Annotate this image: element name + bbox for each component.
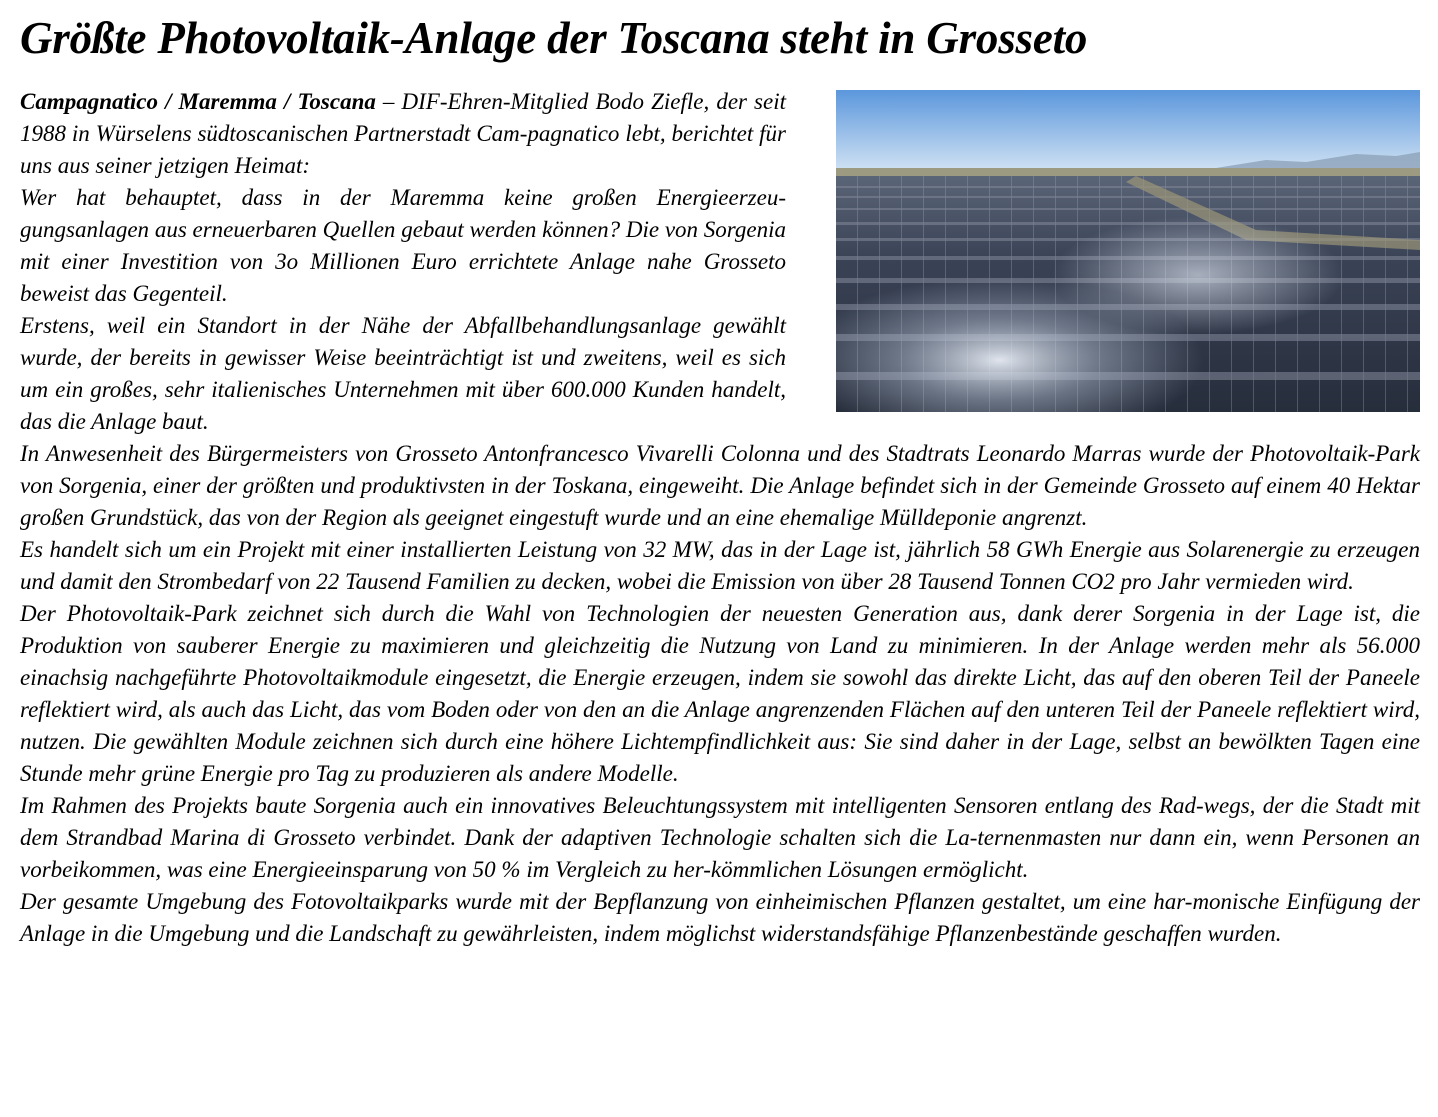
- solar-park-photo: [836, 90, 1420, 412]
- paragraph-7: Im Rahmen des Projekts baute Sorgenia auch ein innovatives Beleuchtungssystem mit intelligenten Sensoren entlang des Rad-wegs, der die Stadt mit dem Strandbad Marina di Grosseto verbindet. Dank der adaptiven Technologie schalten sich die La-ternenmasten nur dann ein, wenn Personen an vorbeikommen, was eine Energieeinsparung von 50 % im Vergleich zu her-kömmlichen Lösungen ermöglicht.: [20, 793, 1420, 882]
- paragraph-5: Es handelt sich um ein Projekt mit einer installierten Leistung von 32 MW, das in der Lage ist, jährlich 58 GWh Energie aus Solarenergie zu erzeugen und damit den Strombedarf von 22 Tausend Familien zu decken, wobei die Emission von über 28 Tausend Tonnen CO2 pro Jahr vermieden wird.: [20, 537, 1420, 594]
- paragraph-2: Wer hat behauptet, dass in der Maremma keine großen Energieerzeu-gungsanlagen aus erneuerbaren Quellen gebaut werden können? Die von Sorgenia mit einer Investition von 3o Millionen Euro errichtete Anlage nahe Grosseto beweist das Gegenteil.: [20, 185, 786, 306]
- article-page: [20, 10, 1420, 950]
- paragraph-8: Der gesamte Umgebung des Fotovoltaikparks wurde mit der Bepflanzung von einheimischen Pflanzen gestaltet, um eine har-monische Einfügung der Anlage in die Umgebung und die Landschaft zu gewährleisten, indem möglichst widerstandsfähige Pflanzenbestände geschaffen wurden.: [20, 889, 1420, 946]
- paragraph-4: In Anwesenheit des Bürgermeisters von Grosseto Antonfrancesco Vivarelli Colonna und des Stadtrats Leonardo Marras wurde der Photovoltaik-Park von Sorgenia, einer der größten und produktivsten in der Toskana, eingeweiht. Die Anlage befindet sich in der Gemeinde Grosseto auf einem 40 Hektar großen Grundstück, das von der Region als geeignet eingestuft wurde und an eine ehemalige Mülldeponie angrenzt.: [20, 441, 1420, 530]
- article-title: Größte Photovoltaik-Anlage der Toscana steht in Grosseto: [20, 13, 1088, 63]
- paragraph-6: Der Photovoltaik-Park zeichnet sich durch die Wahl von Technologien der neuesten Generation aus, dank derer Sorgenia in der Lage ist, die Produktion von sauberer Energie zu maximieren und gleichzeitig die Nutzung von Land zu minimieren. In der Anlage werden mehr als 56.000 einachsig nachgeführte Photovoltaikmodule eingesetzt, die Energie erzeugen, indem sie sowohl das direkte Licht, das auf den oberen Teil der Paneele reflektiert wird, als auch das Licht, das vom Boden oder von den an die Anlage angrenzenden Flächen auf den unteren Teil der Paneele reflektiert wird, nutzen. Die gewählten Module zeichnen sich durch eine höhere Lichtempfindlichkeit aus: Sie sind daher in der Lage, selbst an bewölkten Tagen eine Stunde mehr grüne Energie pro Tag zu produzieren als andere Modelle.: [20, 601, 1420, 786]
- article-body: [20, 86, 1420, 950]
- intro-text: – DIF-Ehren-Mitglied Bodo Ziefle, der seit 1988 in Würselens südtoscanischen Partnerstadt Cam-pagnatico lebt, berichtet für uns aus seiner jetzigen Heimat:: [20, 89, 786, 178]
- paragraph-3: Erstens, weil ein Standort in der Nähe der Abfallbehandlungsanlage gewählt wurde, der bereits in gewisser Weise beeinträchtigt ist und zweitens, weil es sich um ein großes, sehr italienisches Unternehmen mit über 600.000 Kunden handelt, das die Anlage baut.: [20, 313, 786, 434]
- dateline: Campagnatico / Maremma / Toscana: [20, 89, 376, 114]
- solar-park-image: [836, 90, 1420, 412]
